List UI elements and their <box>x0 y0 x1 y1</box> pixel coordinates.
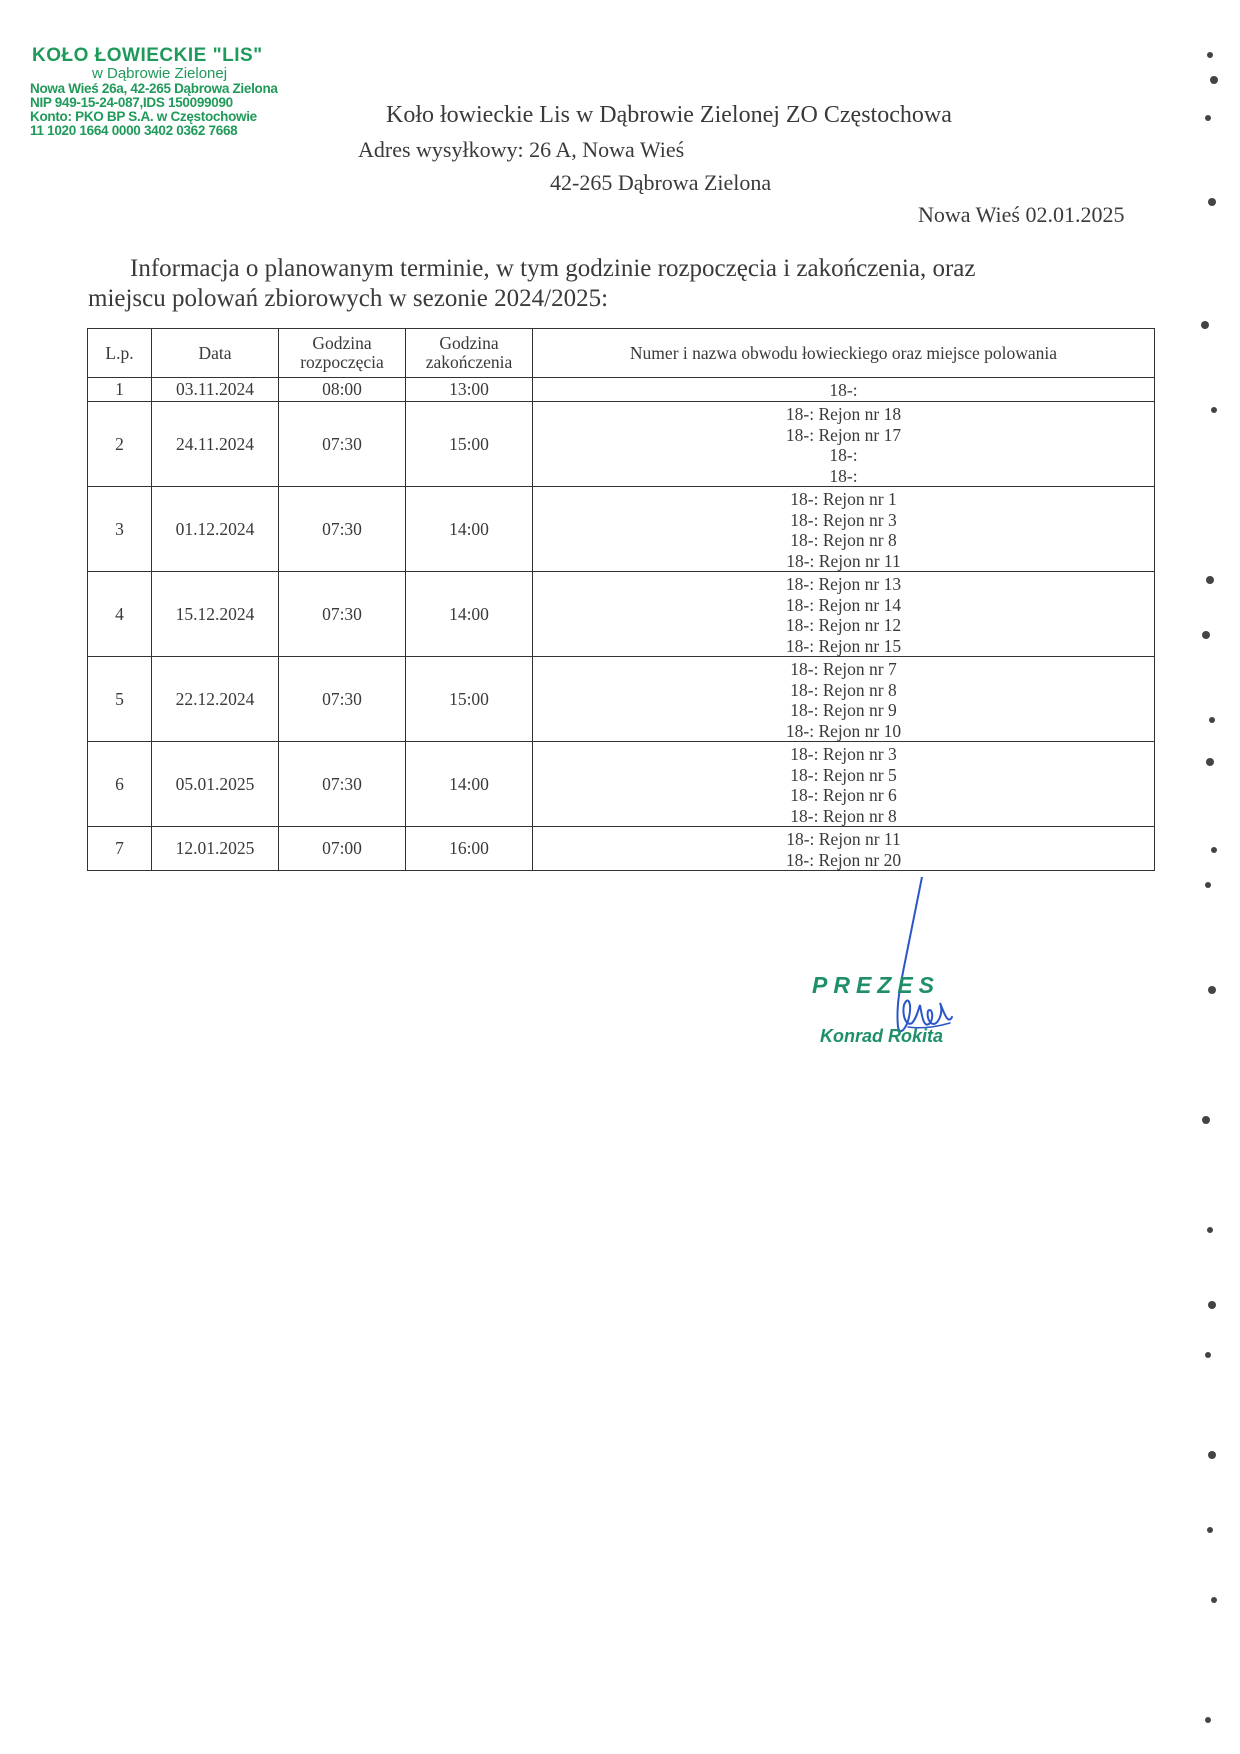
table-row <box>88 487 1155 572</box>
location-line: 18-: Rejon nr 11 <box>786 550 901 571</box>
location-line: 18-: Rejon nr 6 <box>790 785 897 805</box>
stamp-address: Nowa Wieś 26a, 42-265 Dąbrowa Zielona <box>30 80 278 96</box>
cell-lp: 2 <box>88 402 152 487</box>
cell-lp: 6 <box>88 742 152 827</box>
cell-date: 15.12.2024 <box>152 572 279 657</box>
cell-location <box>533 402 1155 487</box>
cell-start: 07:30 <box>279 742 406 827</box>
stamp-title: KOŁO ŁOWIECKIE "LIS" <box>32 45 263 66</box>
cell-location <box>533 487 1155 572</box>
cell-lp: 4 <box>88 572 152 657</box>
table-header-row <box>88 329 1155 378</box>
location-line: 18-: Rejon nr 3 <box>790 509 897 530</box>
cell-date: 24.11.2024 <box>152 402 279 487</box>
signature-stamp <box>812 972 1012 1072</box>
cell-lp: 5 <box>88 657 152 742</box>
location-line: 18-: Rejon nr 14 <box>785 594 902 615</box>
address-line-1: Adres wysyłkowy: 26 A, Nowa Wieś <box>358 137 685 162</box>
cell-end: 14:00 <box>406 487 533 572</box>
table-row <box>88 742 1155 827</box>
location-line: 18-: <box>829 465 858 486</box>
cell-start: 07:00 <box>279 827 406 871</box>
location-line: 18-: Rejon nr 8 <box>790 805 897 826</box>
place-date: Nowa Wieś 02.01.2025 <box>918 202 1125 227</box>
stamp-subtitle: w Dąbrowie Zielonej <box>92 64 228 82</box>
scan-edge-noise-icon <box>1190 0 1240 1754</box>
cell-location <box>533 827 1155 871</box>
cell-start: 07:30 <box>279 487 406 572</box>
cell-end: 15:00 <box>406 402 533 487</box>
header-start-line1: Godzina <box>312 333 372 353</box>
cell-location <box>533 378 1155 402</box>
hunts-table <box>87 328 1155 871</box>
cell-location <box>533 572 1155 657</box>
cell-lp: 3 <box>88 487 152 572</box>
header-location: Numer i nazwa obwodu łowieckiego oraz miejsce polowania <box>533 329 1155 378</box>
stamp-bank: Konto: PKO BP S.A. w Częstochowie <box>30 109 257 125</box>
cell-end: 16:00 <box>406 827 533 871</box>
location-line: 18-: Rejon nr 8 <box>790 530 897 550</box>
header-lp: L.p. <box>88 329 152 378</box>
location-line: 18-: Rejon nr 13 <box>785 574 902 594</box>
location-line: 18-: <box>829 380 858 401</box>
location-line: 18-: Rejon nr 10 <box>785 720 902 741</box>
address-line-2: 42-265 Dąbrowa Zielona <box>550 170 772 195</box>
cell-date: 03.11.2024 <box>152 378 279 402</box>
location-line: 18-: Rejon nr 9 <box>790 700 897 720</box>
cell-date: 01.12.2024 <box>152 487 279 572</box>
location-line: 18-: Rejon nr 15 <box>785 635 902 656</box>
header-start <box>279 329 406 378</box>
location-line: 18-: Rejon nr 7 <box>790 659 897 679</box>
signature-role: PREZES <box>812 972 941 998</box>
intro-line-2: miejscu polowań zbiorowych w sezonie 2024/2025: <box>88 285 609 312</box>
cell-start: 07:30 <box>279 572 406 657</box>
cell-location <box>533 742 1155 827</box>
cell-date: 22.12.2024 <box>152 657 279 742</box>
table-row <box>88 402 1155 487</box>
stamp-nip: NIP 949-15-24-087,IDS 150099090 <box>30 94 233 110</box>
intro-paragraph <box>88 254 1168 314</box>
location-line: 18-: Rejon nr 8 <box>790 679 897 700</box>
location-line: 18-: Rejon nr 17 <box>785 424 902 445</box>
location-line: 18-: Rejon nr 18 <box>785 404 902 424</box>
header-end <box>406 329 533 378</box>
cell-lp: 7 <box>88 827 152 871</box>
location-line: 18-: Rejon nr 3 <box>790 744 897 764</box>
location-line: 18-: Rejon nr 5 <box>790 764 897 785</box>
location-line: 18-: <box>829 445 858 465</box>
stamp-account: 11 1020 1664 0000 3402 0362 7668 <box>30 123 238 139</box>
table-row <box>88 378 1155 402</box>
header-date: Data <box>152 329 279 378</box>
cell-start: 07:30 <box>279 402 406 487</box>
location-line: 18-: Rejon nr 1 <box>790 489 897 509</box>
cell-date: 12.01.2025 <box>152 827 279 871</box>
cell-date: 05.01.2025 <box>152 742 279 827</box>
cell-start: 08:00 <box>279 378 406 402</box>
table-row <box>88 657 1155 742</box>
location-line: 18-: Rejon nr 12 <box>785 615 902 635</box>
location-line: 18-: Rejon nr 11 <box>786 829 901 849</box>
header-end-line2: zakończenia <box>425 352 513 372</box>
table-row <box>88 827 1155 871</box>
cell-lp: 1 <box>88 378 152 402</box>
cell-end: 13:00 <box>406 378 533 402</box>
intro-line-1: Informacja o planowanym terminie, w tym godzinie rozpoczęcia i zakończenia, oraz <box>130 255 976 282</box>
club-stamp <box>30 46 310 138</box>
cell-end: 14:00 <box>406 572 533 657</box>
signature-name: Konrad Rokita <box>820 1026 944 1046</box>
table-body <box>88 378 1155 871</box>
table-row <box>88 572 1155 657</box>
header-start-line2: rozpoczęcia <box>300 352 384 372</box>
cell-start: 07:30 <box>279 657 406 742</box>
cell-end: 14:00 <box>406 742 533 827</box>
header-end-line1: Godzina <box>439 333 499 353</box>
cell-location <box>533 657 1155 742</box>
organization-name: Koło łowieckie Lis w Dąbrowie Zielonej ZO Częstochowa <box>386 102 952 128</box>
location-line: 18-: Rejon nr 20 <box>785 849 902 870</box>
cell-end: 15:00 <box>406 657 533 742</box>
